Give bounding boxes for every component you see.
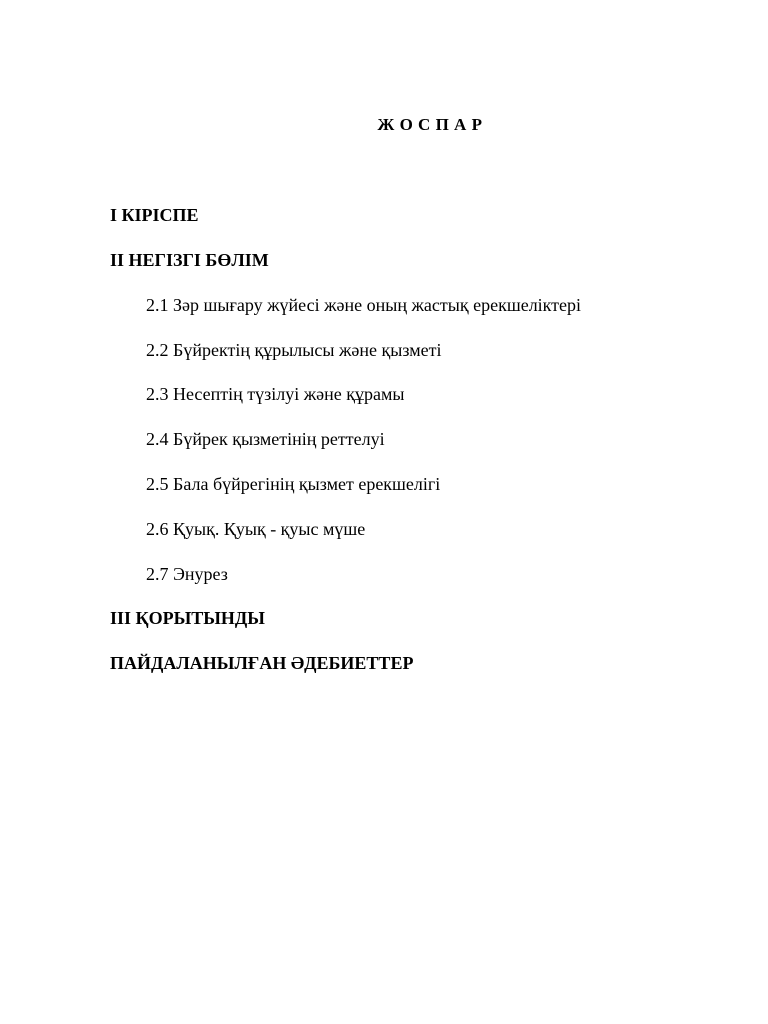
page-title: Ж О С П А Р	[377, 115, 483, 134]
subsection-item: 2.4 Бүйрек қызметінің реттелуі	[146, 429, 385, 449]
subsection-item: 2.2 Бүйректің құрылысы және қызметі	[146, 340, 442, 360]
subsection-item: 2.5 Бала бүйрегінің қызмет ерекшелігі	[146, 474, 441, 494]
section-intro: I КІРІСПЕ	[110, 205, 199, 225]
section-references: ПАЙДАЛАНЫЛҒАН ӘДЕБИЕТТЕР	[110, 653, 414, 673]
subsection-item: 2.1 Зәр шығару жүйесі және оның жастық ерекшеліктері	[146, 295, 582, 315]
subsection-item: 2.3 Несептің түзілуі және құрамы	[146, 384, 405, 404]
subsection-item: 2.6 Қуық. Қуық - қуыс мүше	[146, 519, 366, 539]
section-conclusion: III ҚОРЫТЫНДЫ	[110, 608, 265, 628]
section-main: II НЕГІЗГІ БӨЛІМ	[110, 250, 269, 270]
subsection-item: 2.7 Энурез	[146, 564, 228, 584]
